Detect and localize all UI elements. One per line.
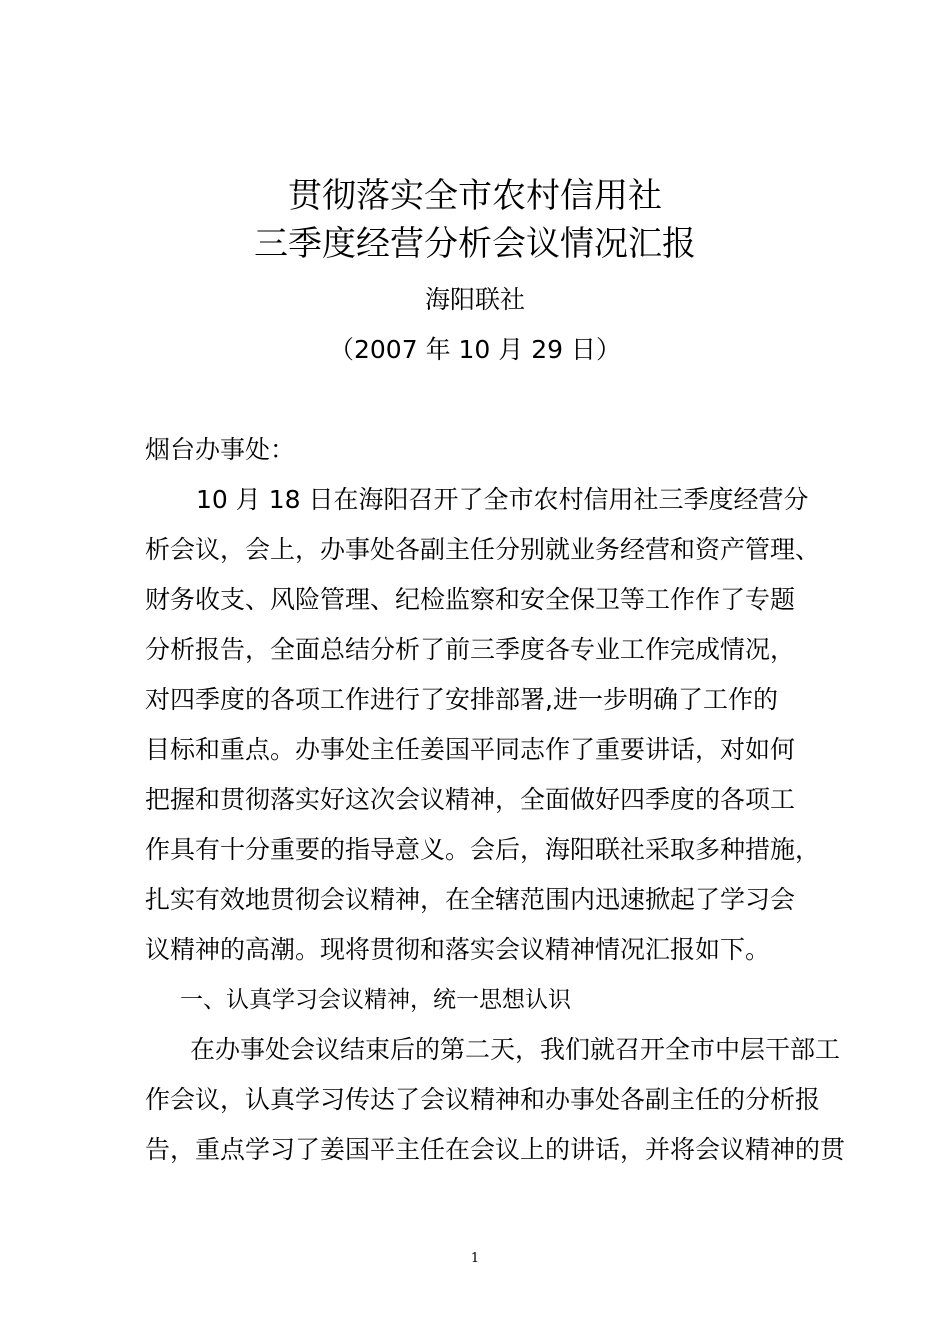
document-title-line-2: 三季度经营分析会议情况汇报 xyxy=(254,224,696,264)
paragraph-line: 目标和重点。办事处主任姜国平同志作了重要讲话，对如何 xyxy=(145,735,796,764)
paragraph-line: 财务收支、风险管理、纪检监察和安全保卫等工作作了专题 xyxy=(145,585,796,614)
paragraph-line: 分析报告，全面总结分析了前三季度各专业工作完成情况， xyxy=(145,635,796,664)
paragraph-line: 对四季度的各项工作进行了安排部署,进一步明确了工作的 xyxy=(145,685,778,714)
organization-name: 海阳联社 xyxy=(424,285,525,314)
paragraph-line: 作具有十分重要的指导意义。会后，海阳联社采取多种措施， xyxy=(145,835,821,864)
section-heading-1: 一、认真学习会议精神，统一思想认识 xyxy=(180,987,571,1013)
document-title-line-1: 贯彻落实全市农村信用社 xyxy=(288,176,662,216)
salutation: 烟台办事处： xyxy=(145,435,296,464)
paragraph-line: 把握和贯彻落实好这次会议精神，全面做好四季度的各项工 xyxy=(145,785,796,814)
report-date: （2007 年 10 月 29 日） xyxy=(329,335,621,364)
paragraph-line: 10 月 18 日在海阳召开了全市农村信用社三季度经营分 xyxy=(196,485,809,514)
paragraph-line: 议精神的高潮。现将贯彻和落实会议精神情况汇报如下。 xyxy=(145,935,771,964)
page-number: 1 xyxy=(470,1251,480,1266)
paragraph-line: 在办事处会议结束后的第二天，我们就召开全市中层干部工 xyxy=(190,1035,841,1064)
paragraph-line: 作会议，认真学习传达了会议精神和办事处各副主任的分析报 xyxy=(145,1085,821,1114)
paragraph-line: 告，重点学习了姜国平主任在会议上的讲话，并将会议精神的贯 xyxy=(145,1135,846,1164)
paragraph-line: 扎实有效地贯彻会议精神，在全辖范围内迅速掀起了学习会 xyxy=(145,885,796,914)
paragraph-line: 析会议，会上，办事处各副主任分别就业务经营和资产管理、 xyxy=(145,535,821,564)
